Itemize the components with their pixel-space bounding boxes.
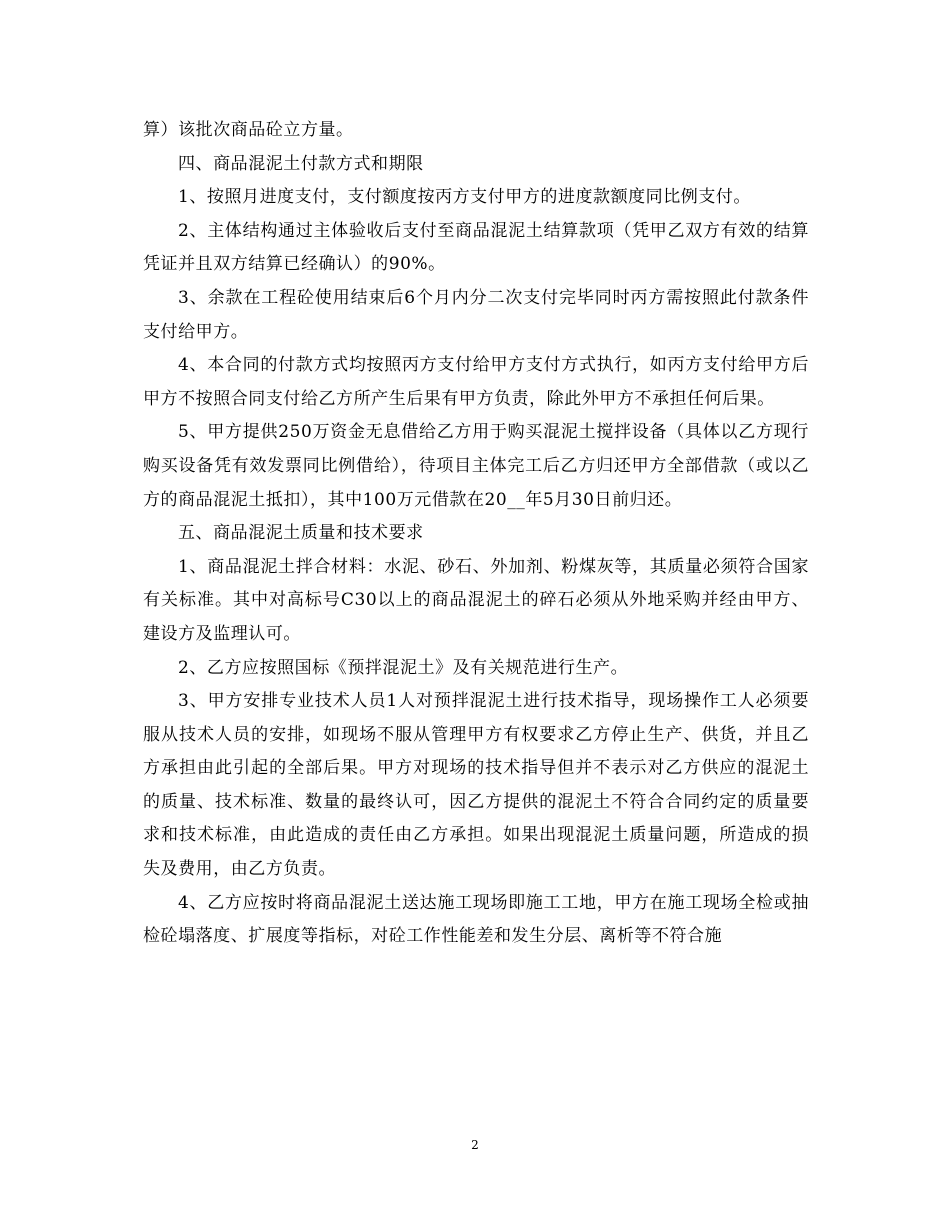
paragraph: 算）该批次商品砼立方量。 — [143, 120, 354, 140]
paragraph: 3、甲方安排专业技术人员1人对预拌混泥土进行技术指导，现场操作工人必须要服从技术人员的安排，如现场不服从管理甲方有权要求乙方停止生产、供货，并且乙方承担由此引起的全部后果。甲方对现场的技术指导但并不表示对乙方供应的混泥土的质量、技术标准、数量的最终认可，因乙方提供的混泥土不符合合同约定的质量要求和技术标准，由此造成的责任由乙方承担。如果出现混泥土质量问题，所造成的损失及费用，由乙方负责。 — [143, 691, 809, 880]
paragraph: 4、本合同的付款方式均按照丙方支付给甲方支付方式执行，如丙方支付给甲方后甲方不按照合同支付给乙方所产生后果有甲方负责，除此外甲方不承担任何后果。 — [143, 355, 809, 409]
paragraph: 2、乙方应按照国标《预拌混泥土》及有关规范进行生产。 — [178, 657, 629, 678]
document-body — [143, 114, 809, 954]
page-number: 2 — [471, 1138, 479, 1152]
paragraph: 2、主体结构通过主体验收后支付至商品混泥土结算款项（凭甲乙双方有效的结算凭证并且双方结算已经确认）的90%。 — [143, 220, 809, 275]
paragraph: 3、余款在工程砼使用结束后6个月内分二次支付完毕同时丙方需按照此付款条件支付给甲方。 — [143, 287, 809, 342]
paragraph: 5、甲方提供250万资金无息借给乙方用于购买混泥土搅拌设备（具体以乙方现行购买设备凭有效发票同比例借给），待项目主体完工后乙方归还甲方全部借款（或以乙方的商品混泥土抵扣），其中100万元借款在20__年5月30日前归还。 — [143, 422, 809, 510]
section-heading-quality: 五、商品混泥土质量和技术要求 — [178, 523, 424, 544]
paragraph: 4、乙方应按时将商品混泥土送达施工现场即施工工地，甲方在施工现场全检或抽检砼塌落度、扩展度等指标，对砼工作性能差和发生分层、离析等不符合施 — [143, 892, 809, 947]
paragraph: 1、按照月进度支付，支付额度按丙方支付甲方的进度款额度同比例支付。 — [178, 187, 751, 208]
paragraph: 1、商品混泥土拌合材料：水泥、砂石、外加剂、粉煤灰等，其质量必须符合国家有关标准。其中对高标号C30以上的商品混泥土的碎石必须从外地采购并经由甲方、建设方及监理认可。 — [143, 556, 809, 644]
section-heading-payment: 四、商品混泥土付款方式和期限 — [178, 153, 424, 174]
